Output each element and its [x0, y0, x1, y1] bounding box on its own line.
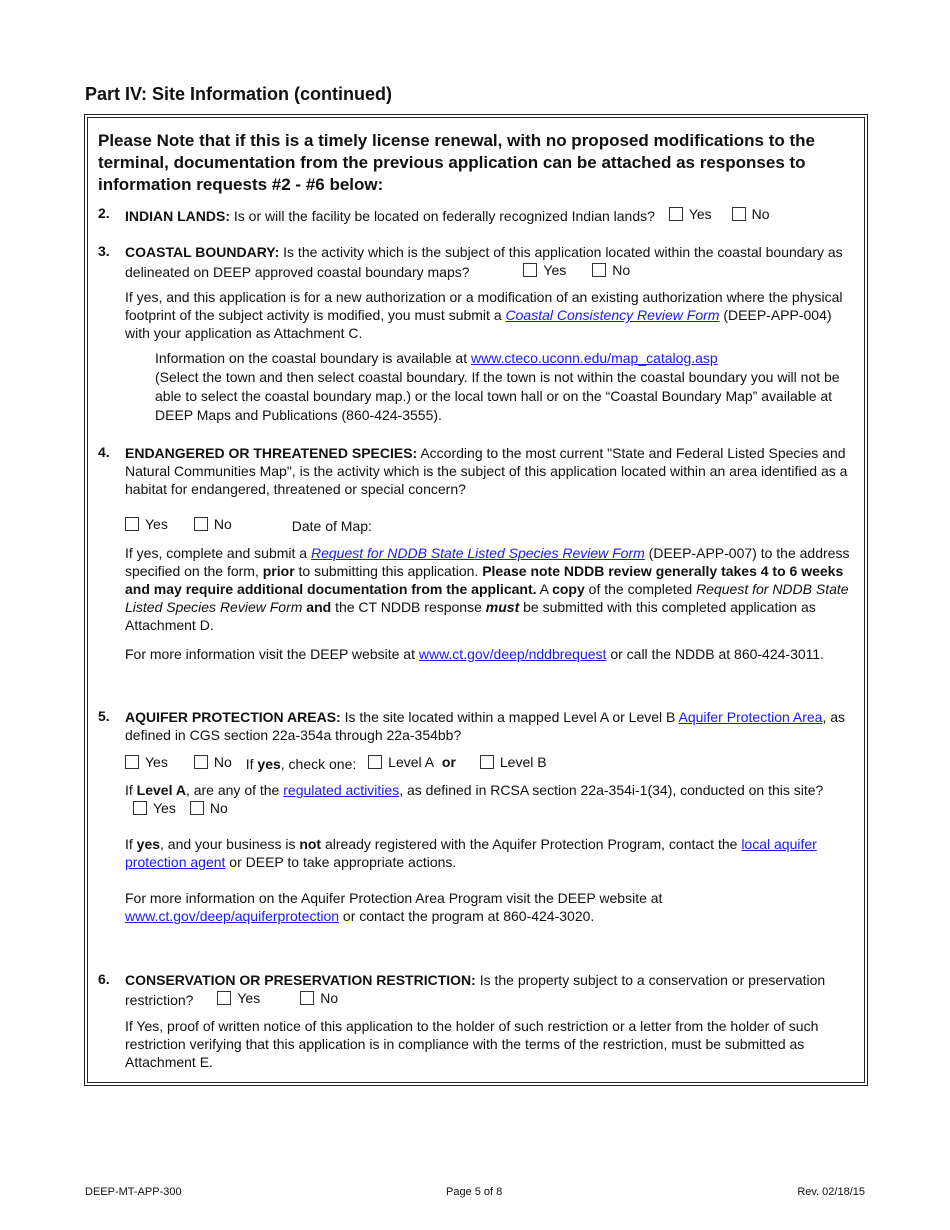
q3-no-option[interactable] — [592, 261, 630, 279]
q4-number: 4. — [98, 444, 110, 460]
text: If yes, and this application is for a new authorization or a modification of an existing authorization where the physical footprint of the subject activity is modified, you must submit a — [125, 289, 843, 323]
text: Please note NDDB review generally takes 4 to 6 weeks and may require additional documentation from the applicant. — [125, 563, 844, 597]
no-label: No — [213, 754, 232, 770]
q4-more-info — [125, 645, 850, 663]
text: (DEEP-APP-007) to the address specified on the form, — [125, 545, 850, 579]
q5-question — [125, 708, 850, 744]
checkbox[interactable] — [592, 263, 606, 277]
level-a-no-option[interactable] — [190, 799, 228, 817]
cteco-link[interactable]: www.cteco.uconn.edu/map_catalog.asp — [470, 350, 718, 366]
q6-number: 6. — [98, 971, 110, 987]
q2-no-option[interactable] — [732, 205, 770, 223]
level-a-option[interactable] — [368, 753, 456, 771]
text: or call the NDDB at 860-424-3011. — [606, 646, 825, 662]
q4-answer-row — [125, 515, 850, 535]
q6-no-option[interactable] — [300, 989, 338, 1007]
text: copy — [552, 581, 585, 597]
nddb-request-link[interactable]: www.ct.gov/deep/nddbrequest — [418, 646, 607, 662]
text: (DEEP-APP-004) with your application as Attachment C. — [125, 307, 832, 341]
revision-date: Rev. 02/18/15 — [797, 1186, 865, 1198]
aquifer-protection-link[interactable]: www.ct.gov/deep/aquiferprotection — [125, 908, 340, 924]
q6-yes-option[interactable] — [217, 989, 260, 1007]
text: prior — [262, 563, 295, 579]
text: If — [125, 836, 137, 852]
checkbox[interactable] — [217, 991, 231, 1005]
text: A — [536, 581, 553, 597]
text: , as defined in CGS section 22a-354a through 22a-354bb? — [125, 709, 846, 743]
no-label: No — [320, 990, 339, 1006]
yes-label: Yes — [543, 262, 567, 278]
q5-answer-row — [125, 753, 850, 773]
q4-question — [125, 444, 850, 498]
yes-label: Yes — [153, 800, 176, 816]
text: If — [125, 782, 137, 798]
text: not — [299, 836, 322, 852]
checkbox[interactable] — [133, 801, 147, 815]
q4-no-option[interactable] — [194, 515, 232, 533]
nddb-form-link[interactable]: Request for NDDB State Listed Species Review Form — [310, 545, 645, 561]
checkbox[interactable] — [368, 755, 382, 769]
no-label: No — [213, 516, 232, 532]
checkbox[interactable] — [125, 517, 139, 531]
text: yes — [136, 836, 161, 852]
level-b-label: Level B — [499, 754, 547, 770]
checkbox[interactable] — [190, 801, 204, 815]
checkbox[interactable] — [300, 991, 314, 1005]
q3-yes-option[interactable] — [523, 261, 566, 279]
q6-question — [125, 971, 850, 1009]
text: of the completed — [584, 581, 697, 597]
text: yes — [257, 756, 281, 772]
text: , check one: — [280, 756, 357, 772]
text: the CT NDDB response — [331, 599, 486, 615]
q5-label: AQUIFER PROTECTION AREAS: — [125, 709, 341, 725]
text: or DEEP to take appropriate actions. — [225, 854, 457, 870]
text: For more information visit the DEEP website at — [125, 646, 419, 662]
q4-label: ENDANGERED OR THREATENED SPECIES: — [125, 445, 418, 461]
q3-info — [155, 349, 855, 425]
regulated-activities-link[interactable]: regulated activities — [283, 782, 400, 798]
no-label: No — [209, 800, 228, 816]
q3-label: COASTAL BOUNDARY: — [125, 244, 280, 260]
text: , are any of the — [185, 782, 284, 798]
q4-text: According to the most current "State and Federal Listed Species and Natural Communities Map", is the activity which is the subject of this application located within an area identified as a habitat for endangered, threatened or special concern? — [125, 445, 848, 497]
q5-more-info — [125, 889, 850, 925]
local-agent-link[interactable]: local aquifer protection agent — [125, 836, 817, 870]
q5-if-yes — [125, 835, 850, 871]
text: Level A — [136, 782, 186, 798]
q2-question — [125, 205, 855, 225]
q2-number: 2. — [98, 205, 110, 221]
text: , and your business is — [160, 836, 300, 852]
checkbox[interactable] — [125, 755, 139, 769]
no-label: No — [751, 206, 770, 222]
page-title: Part IV: Site Information (continued) — [85, 84, 393, 104]
q5-yes-option[interactable] — [125, 753, 168, 771]
text: Request for NDDB State Listed Species Review Form — [125, 581, 849, 615]
checkbox[interactable] — [523, 263, 537, 277]
no-label: No — [612, 262, 631, 278]
q3-question — [125, 243, 850, 281]
coastal-consistency-form-link[interactable]: Coastal Consistency Review Form — [505, 307, 720, 323]
text: If — [245, 756, 258, 772]
text: If yes, complete and submit a — [125, 545, 311, 561]
text: or — [441, 754, 456, 770]
checkbox[interactable] — [194, 755, 208, 769]
q6-instructions: If Yes, proof of written notice of this application to the holder of such restriction or a letter from the holder of such restriction verifying that this application is in compliance with the terms of the restriction, must be submitted as Attachment E. — [125, 1018, 819, 1070]
text: Information on the coastal boundary is available at — [155, 350, 471, 366]
q3-number: 3. — [98, 243, 110, 259]
q2-text: Is or will the facility be located on federally recognized Indian lands? — [233, 208, 655, 224]
text: Is the site located within a mapped Level A or Level B — [344, 709, 679, 725]
text: be submitted with this completed application as Attachment D. — [125, 599, 816, 633]
text: already registered with the Aquifer Protection Program, contact the — [321, 836, 742, 852]
checkbox[interactable] — [480, 755, 494, 769]
q4-instructions — [125, 544, 850, 634]
yes-label: Yes — [145, 516, 168, 532]
q3-instructions — [125, 288, 850, 342]
q5-level-a-question — [125, 781, 850, 819]
text: to submitting this application. — [294, 563, 483, 579]
text: or contact the program at 860-424-3020. — [339, 908, 595, 924]
form-id: DEEP-MT-APP-300 — [85, 1186, 182, 1198]
renewal-note: Please Note that if this is a timely license renewal, with no proposed modifications to the terminal, documentation from the previous application can be attached as responses to information requests #2 - #6 below: — [98, 131, 815, 194]
checkbox[interactable] — [732, 207, 746, 221]
q6-text: Is the property subject to a conservation or preservation restriction? — [125, 972, 826, 1008]
level-b-option[interactable] — [480, 753, 547, 771]
yes-label: Yes — [145, 754, 168, 770]
text: and — [306, 599, 332, 615]
checkbox[interactable] — [194, 517, 208, 531]
text: must — [485, 599, 520, 615]
q2-yes-option[interactable] — [669, 205, 712, 223]
q5-number: 5. — [98, 708, 110, 724]
level-a-label: Level A — [388, 754, 435, 770]
q4-yes-option[interactable] — [125, 515, 168, 533]
yes-label: Yes — [237, 990, 261, 1006]
level-a-yes-option[interactable] — [133, 799, 176, 817]
text: (Select the town and then select coastal boundary. If the town is not within the coastal boundary you will not be able to select the coastal boundary map.) or the local town hall or on the “Coastal Boundary Map” available at DEEP Maps and Publications (860-424-3555). — [155, 369, 840, 423]
checkbox[interactable] — [669, 207, 683, 221]
yes-label: Yes — [688, 206, 712, 222]
text: For more information on the Aquifer Protection Area Program visit the DEEP website at — [125, 890, 663, 906]
q3-text: Is the activity which is the subject of this application located within the coastal boundary as delineated on DEEP approved coastal boundary maps? — [125, 244, 843, 280]
q5-no-option[interactable] — [194, 753, 232, 771]
aquifer-protection-area-link[interactable]: Aquifer Protection Area — [678, 709, 823, 725]
text: , as defined in RCSA section 22a-354i-1(34), conducted on this site? — [399, 782, 824, 798]
date-of-map-label: Date of Map: — [291, 518, 372, 534]
q2-label: INDIAN LANDS: — [125, 208, 230, 224]
page-number: Page 5 of 8 — [446, 1186, 503, 1198]
q6-label: CONSERVATION OR PRESERVATION RESTRICTION: — [125, 972, 476, 988]
